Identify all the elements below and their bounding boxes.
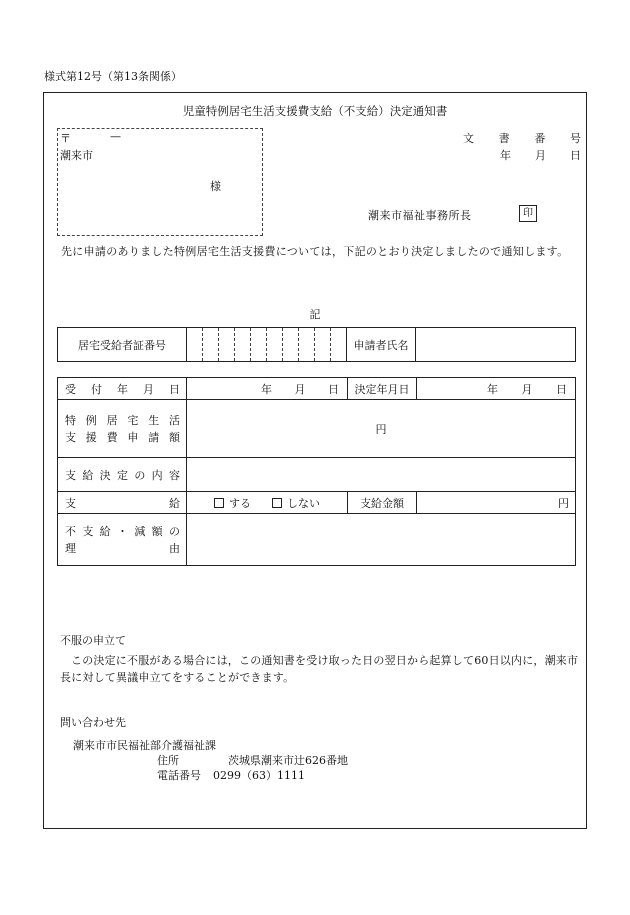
cert-digit-cell[interactable]: [235, 328, 251, 362]
date-year: 年: [500, 149, 511, 162]
inquiry-department: 潮来市市民福祉部介護福祉課: [73, 739, 216, 752]
cert-digit-cell[interactable]: [315, 328, 331, 362]
cert-digit-cell[interactable]: [251, 328, 267, 362]
objection-title: 不服の申立て: [60, 634, 126, 647]
cert-digit-cell[interactable]: [331, 328, 347, 362]
cert-digit-cell[interactable]: [299, 328, 315, 362]
payment-no-checkbox[interactable]: [272, 498, 282, 508]
reason-field[interactable]: [187, 514, 576, 566]
issuer-name: 潮来市福祉事務所長: [368, 209, 472, 222]
cert-digit-cell[interactable]: [283, 328, 299, 362]
cert-digit-cell[interactable]: [219, 328, 235, 362]
inquiry-title: 問い合わせ先: [60, 716, 126, 729]
intro-text: 先に申請のありました特例居宅生活支援費については，下記のとおり決定しましたので通知します。: [61, 245, 569, 258]
applicant-name-label: 申請者氏名: [347, 328, 416, 362]
inquiry-tel-value: 0299（63）1111: [213, 769, 305, 782]
cert-number-label: 居宅受給者証番号: [58, 328, 187, 362]
payment-yes-label: する: [229, 496, 251, 510]
received-date-field[interactable]: 年 月 日: [187, 378, 348, 400]
recipient-honorific: 様: [210, 180, 221, 193]
request-amount-label: 特 例 居 宅 生 活 支 援 費 申 請 額: [58, 400, 187, 458]
seal-mark: 印: [519, 205, 537, 222]
recipient-address-box: [57, 128, 263, 236]
recipient-city: 潮来市: [60, 149, 93, 162]
yen-unit: 円: [558, 496, 569, 510]
postal-dash: —: [110, 130, 121, 143]
decision-date-field[interactable]: 年 月 日: [417, 378, 576, 400]
payment-content-field[interactable]: [187, 458, 576, 492]
ki-label: 記: [309, 308, 321, 321]
certificate-table: [57, 327, 576, 362]
payment-label: 支 給: [58, 492, 187, 514]
doc-number-char: 文: [463, 132, 474, 145]
payment-content-label: 支 給 決 定 の 内 容: [58, 458, 187, 492]
document-title: 児童特例居宅生活支援費支給（不支給）決定通知書: [182, 104, 448, 118]
cert-digit-cell[interactable]: [187, 328, 203, 362]
doc-number-char: 号: [569, 132, 581, 145]
inquiry-address-value: 茨城県潮来市辻626番地: [228, 754, 348, 767]
decision-date-label: 決定年月日: [348, 378, 417, 400]
request-amount-field[interactable]: [187, 400, 576, 458]
cert-digit-cell[interactable]: [203, 328, 219, 362]
detail-table: [57, 377, 576, 566]
received-date-label: 受 付 年 月 日: [58, 378, 187, 400]
cert-digit-cell[interactable]: [267, 328, 283, 362]
date-day: 日: [570, 149, 581, 162]
payment-options: [187, 492, 348, 514]
objection-text: この決定に不服がある場合には，この通知書を受け取った日の翌日から起算して60日以内に，潮来市長に対して異議申立てをすることができます。: [60, 654, 579, 684]
payment-no-label: しない: [287, 496, 320, 510]
reason-label: 不 支 給 ・ 減 額 の 理 由: [58, 514, 187, 566]
payment-amount-field[interactable]: [417, 492, 576, 514]
doc-number: [463, 130, 581, 146]
yen-unit: 円: [375, 422, 387, 436]
issue-date: [500, 147, 581, 163]
doc-number-char: 書: [498, 132, 510, 145]
doc-number-char: 番: [534, 132, 546, 145]
payment-amount-label: 支給金額: [348, 492, 417, 514]
inquiry-address-label: 住所: [157, 754, 179, 767]
payment-yes-checkbox[interactable]: [214, 498, 224, 508]
postal-mark: 〒: [60, 132, 71, 145]
applicant-name-field[interactable]: [416, 328, 576, 362]
inquiry-tel-label: 電話番号: [157, 769, 201, 782]
date-month: 月: [535, 149, 546, 162]
form-number: 様式第12号（第13条関係）: [44, 70, 182, 83]
